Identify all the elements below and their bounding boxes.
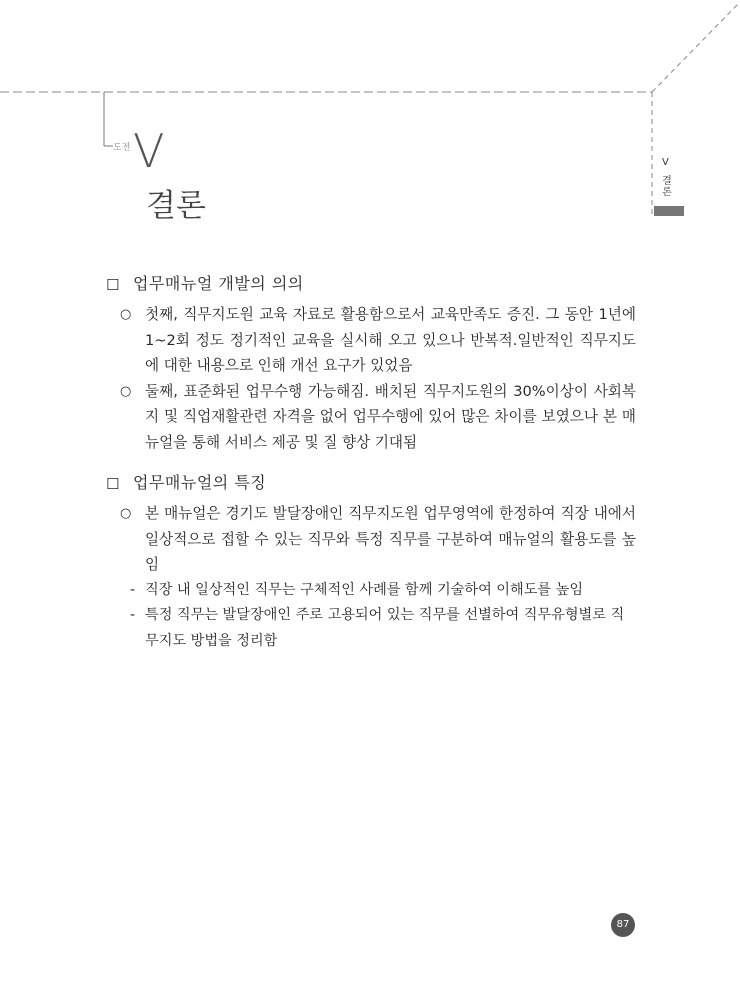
bullet-item (106, 501, 636, 578)
section-heading (106, 274, 636, 298)
circle-bullet-icon: ○ (120, 383, 132, 399)
bullet-item-text: 본 매뉴얼은 경기도 발달장애인 직무지도원 업무영역에 한정하여 직장 내에서 일상적으로 접할 수 있는 직무와 특정 직무를 구분하여 매뉴얼의 활용도를 높임 (145, 505, 636, 573)
bullet-item-text: 첫째, 직무지도원 교육 자료로 활용함으로서 교육만족도 증진. 그 동안 1년에 1~2회 정도 정기적인 교육을 실시해 오고 있으나 반복적.일반적인 직무지도에 대한 내용으로 인해 개선 요구가 있었음 (145, 306, 636, 374)
section-heading (106, 473, 636, 497)
bullet-item (106, 302, 636, 379)
bullet-item-text: 둘째, 표준화된 업무수행 가능해짐. 배치된 직무지도원의 30%이상이 사회복지 및 직업재활관련 자격을 없어 업무수행에 있어 많은 차이를 보였으나 본 매뉴얼을 통해 서비스 제공 및 질 향상 기대됨 (145, 382, 636, 451)
sub-item-text: 특정 직무는 발달장애인 주로 고용되어 있는 직무를 선별하여 직무유형별로 직무지도 방법을 정리함 (145, 607, 625, 649)
sub-item (106, 578, 636, 604)
side-tab-title: 결론 (662, 176, 672, 198)
bullet-item (106, 379, 636, 456)
sub-item (106, 603, 636, 654)
section-heading-text: 업무매뉴얼의 특징 (133, 473, 267, 492)
chapter-mark: 도전 (113, 143, 131, 153)
side-tab-bar (654, 206, 684, 216)
checkbox-square-icon: ☐ (106, 276, 120, 294)
chapter-title: 결론 (146, 188, 206, 224)
side-tab-number: V (662, 157, 669, 168)
circle-bullet-icon: ○ (120, 307, 132, 322)
chapter-number: V (133, 124, 165, 178)
dash-bullet-icon: - (130, 581, 136, 598)
section-heading-text: 업무매뉴얼 개발의 의의 (133, 274, 304, 293)
circle-bullet-icon: ○ (120, 506, 132, 521)
checkbox-square-icon: ☐ (106, 475, 120, 493)
page-body (106, 274, 636, 654)
page-number: 87 (611, 913, 635, 937)
sub-item-text: 직장 내 일상적인 직무는 구체적인 사례를 함께 기술하여 이해도를 높임 (145, 581, 584, 598)
dash-bullet-icon: - (130, 607, 136, 623)
